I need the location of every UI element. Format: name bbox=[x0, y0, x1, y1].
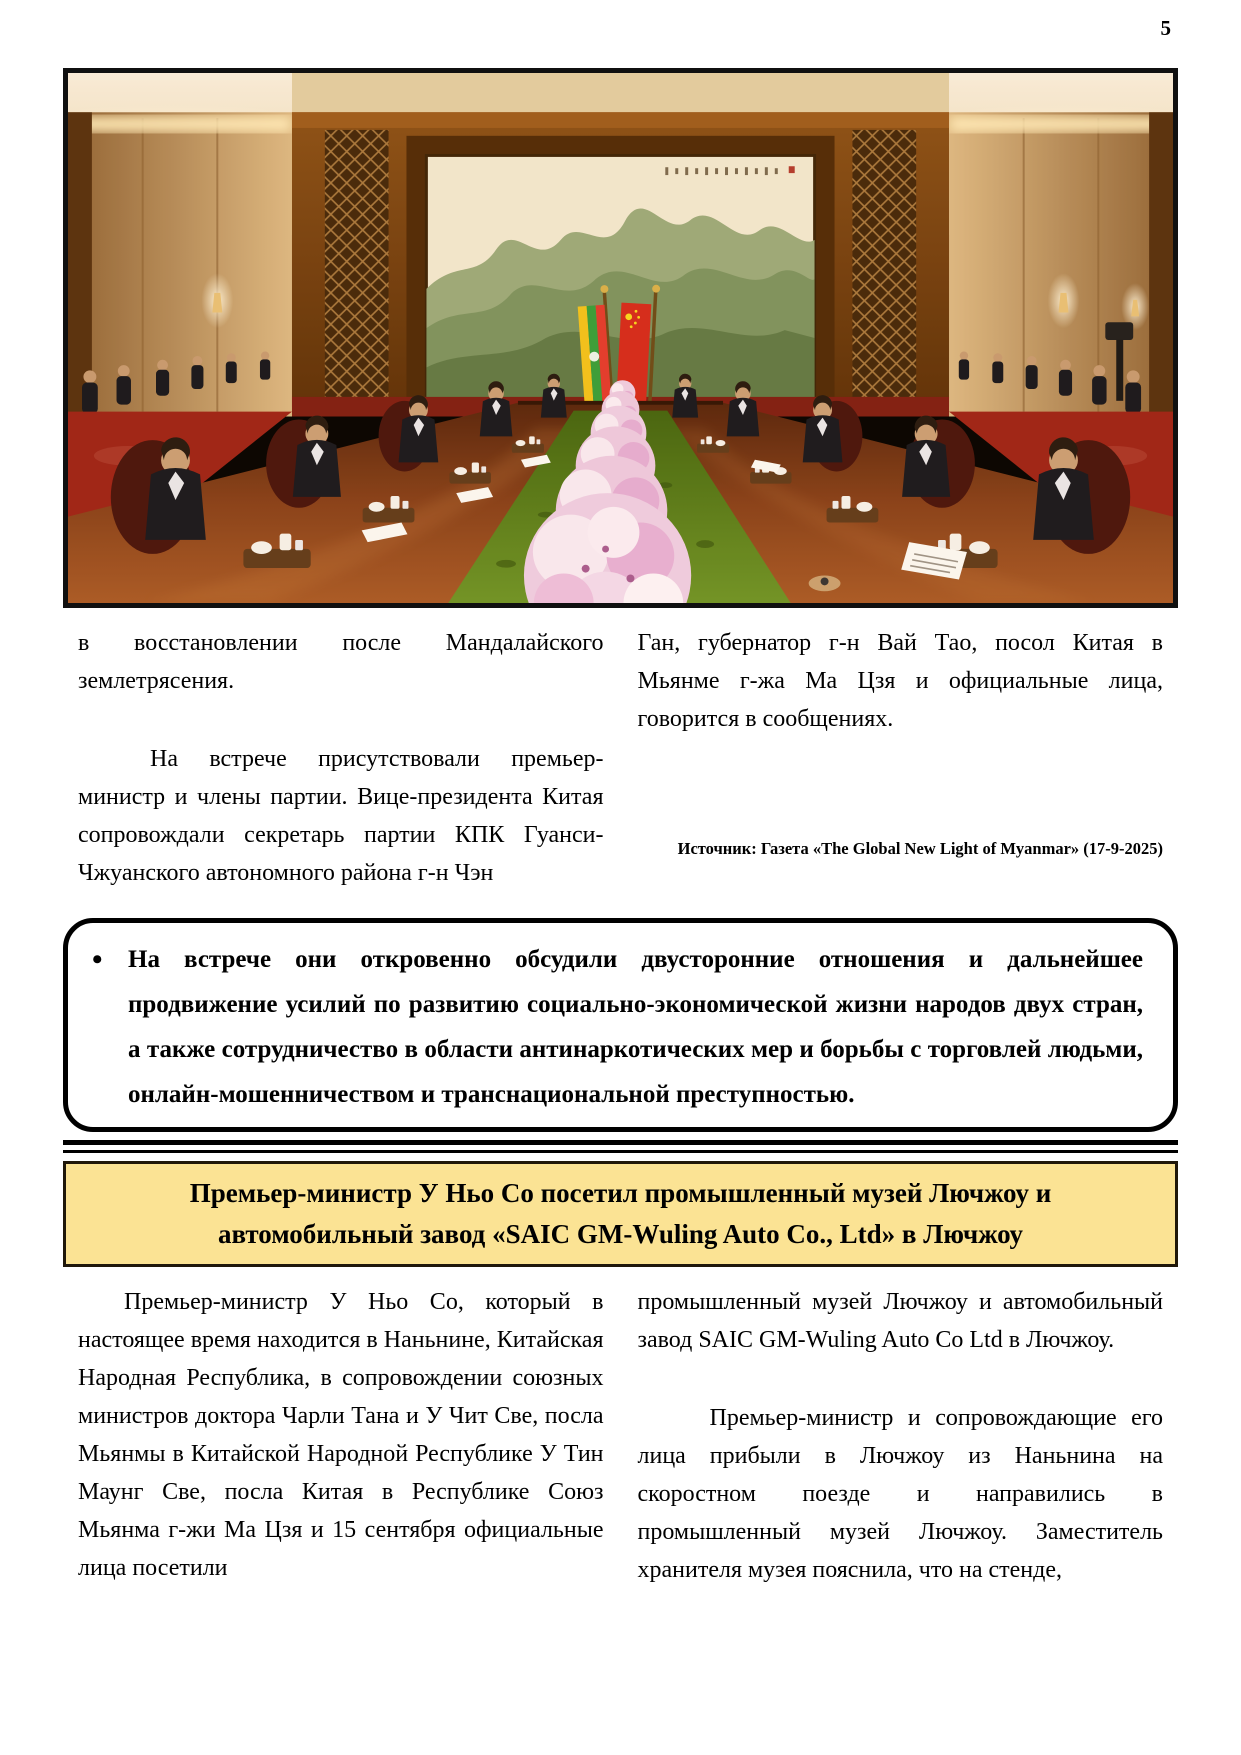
article-1-right-column bbox=[638, 624, 1164, 892]
summary-box bbox=[63, 918, 1178, 1132]
section-heading-line-2: автомобильный завод «SAIC GM-Wuling Auto Co., Ltd» в Лючжоу bbox=[217, 1219, 1024, 1249]
meeting-room-illustration bbox=[68, 73, 1173, 603]
warm-tint-overlay bbox=[68, 73, 1173, 603]
page-number: 5 bbox=[1160, 16, 1171, 40]
section-divider bbox=[63, 1140, 1178, 1153]
article-2-right-column bbox=[638, 1283, 1164, 1589]
section-heading-line-1: Премьер-министр У Ньо Со посетил промышленный музей Лючжоу и bbox=[189, 1178, 1052, 1208]
paragraph: Премьер-министр и сопровождающие его лица прибыли в Лючжоу из Наньнина на скоростном поезде и направились в промышленный музей Лючжоу. Заместитель хранителя музея пояснила, что на стенде, bbox=[637, 1405, 1163, 1583]
article-2 bbox=[78, 1283, 1163, 1589]
bullet-marker: • bbox=[92, 943, 103, 976]
meeting-photo bbox=[63, 68, 1178, 608]
paragraph: Ган, губернатор г-н Вай Тао, посол Китая в Мьянме г-жа Ма Цзя и официальные лица, говорится в сообщениях. bbox=[637, 630, 1163, 732]
article-1 bbox=[78, 624, 1163, 892]
article-1-left-column bbox=[78, 624, 604, 892]
section-heading bbox=[63, 1161, 1178, 1267]
summary-text: На встрече они откровенно обсудили двусторонние отношения и дальнейшее продвижение усилий по развитию социально-экономической жизни народов двух стран, а также сотрудничество в области антинаркотических мер и борьбы с торговлей людьми, онлайн-мошенничеством и транснациональной преступностью. bbox=[128, 946, 1143, 1108]
paragraph: в восстановлении после Мандалайского землетрясения. bbox=[78, 630, 604, 694]
paragraph: промышленный музей Лючжоу и автомобильный завод SAIC GM-Wuling Auto Co Ltd в Лючжоу. bbox=[637, 1289, 1163, 1353]
source-line: Источник: Газета «The Global New Light of Myanmar» (17-9-2025) bbox=[677, 839, 1163, 858]
paragraph: Премьер-министр У Ньо Со, который в настоящее время находится в Наньнине, Китайская Народная Республика, в сопровождении союзных министров доктора Чарли Тана и У Чит Све, посла Мьянмы в Китайской Народной Республике У Тин Маунг Све, посла Китая в Республике Союз Мьянма г-жи Ма Цзя и 15 сентября официальные лица посетили bbox=[78, 1289, 604, 1581]
article-2-left-column bbox=[78, 1283, 604, 1589]
paragraph: На встрече присутствовали премьер-министр и члены партии. Вице-президента Китая сопровождали секретарь партии КПК Гуанси-Чжуанского автономного района г-н Чэн bbox=[78, 746, 604, 886]
